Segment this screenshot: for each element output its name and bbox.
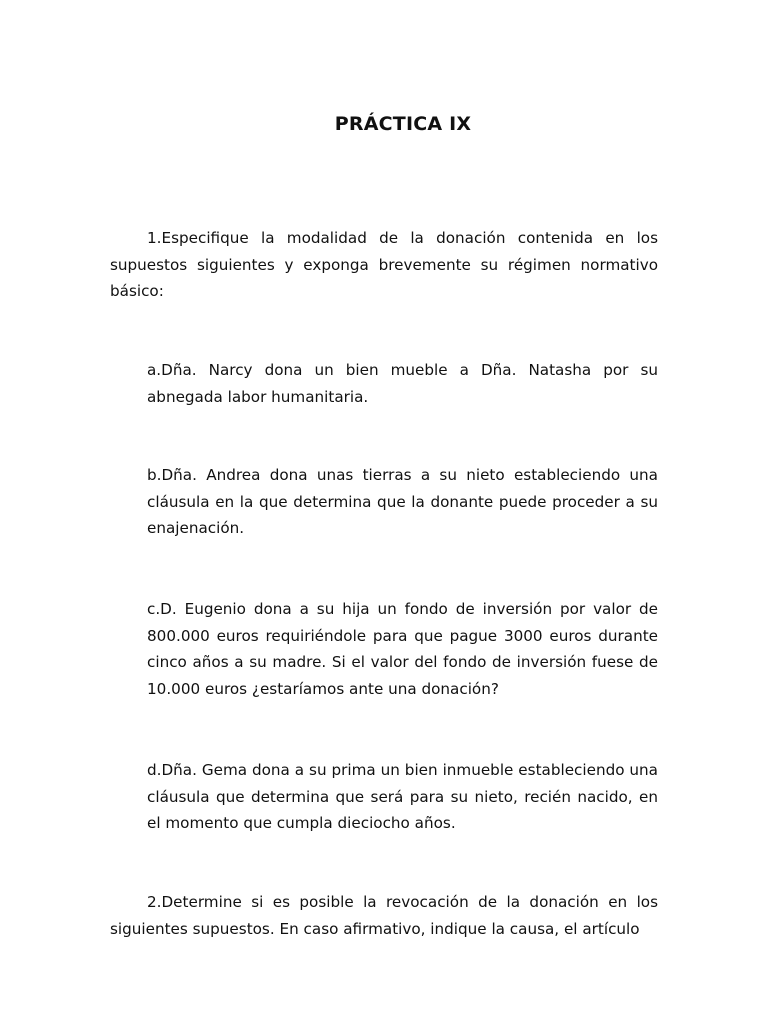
question-1-item-a: a.Dña. Narcy dona un bien mueble a Dña. Natasha por su abnegada labor humanitaria. (147, 361, 658, 406)
question-1: 1.Especifique la modalidad de la donación contenida en los supuestos siguientes y exponga brevemente su régimen normativo básico: (110, 229, 658, 300)
question-1-item-b: b.Dña. Andrea dona unas tierras a su nieto estableciendo una cláusula en la que determina que la donante puede proceder a su enajenación. (147, 466, 658, 537)
page-title: PRÁCTICA IX (334, 113, 472, 135)
question-2: 2.Determine si es posible la revocación de la donación en los siguientes supuestos. En caso afirmativo, indique la causa, el artículo (110, 893, 658, 938)
question-1-item-c: c.D. Eugenio dona a su hija un fondo de inversión por valor de 800.000 euros requiriéndole para que pague 3000 euros durante cinco años a su madre. Si el valor del fondo de inversión fuese de 10.000 euros ¿estaríamos ante una donación? (147, 600, 658, 698)
question-1-item-d: d.Dña. Gema dona a su prima un bien inmueble estableciendo una cláusula que determina que será para su nieto, recién nacido, en el momento que cumpla dieciocho años. (147, 761, 658, 832)
